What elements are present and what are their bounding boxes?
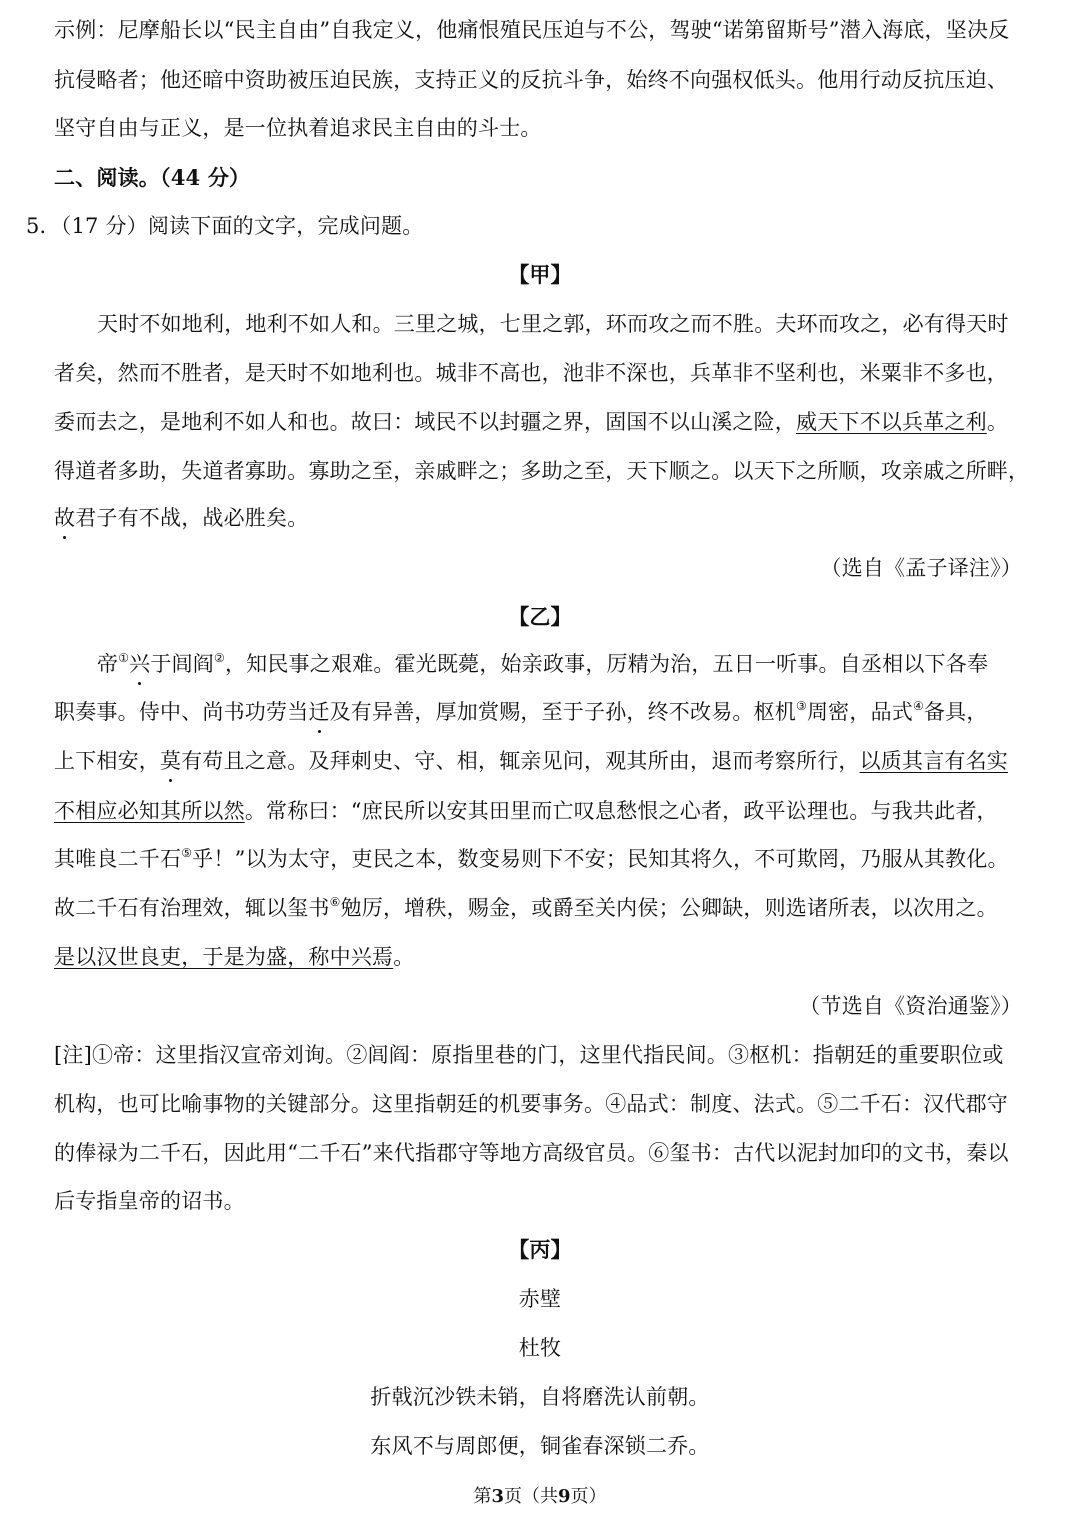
text-run: 有苟且之意。及拜刺史、守、相，辄亲见问，观其所由，退而考察所行， [181,749,860,773]
dotted-character: 兴 [129,652,151,676]
example-line-2: 抗侵略者；他还暗中资助被压迫民族，支持正义的反抗斗争，始终不向强权低头。他用行动反抗压迫、 [54,68,1008,92]
underlined-sentence: 不相应必知其所以然 [54,799,245,823]
footnote-marker: ⑥ [329,895,341,909]
footer-text: 页） [570,1486,607,1507]
poem-author: 杜牧 [518,1336,562,1360]
text-run: 及有异善，厚加赏赐，至于子孙，终不改易。枢机 [329,700,797,724]
dotted-character: 迁 [308,700,330,724]
example-line-1: 示例：尼摩船长以“民主自由”自我定义，他痛恨殖民压迫与不公，驾驶“诺第留斯号”潜入海底，坚决反 [54,18,1010,42]
text-run: 乎！”以为太守，吏民之本，数变易则下不安；民知其将久，不可欺罔，乃服从其教化。 [192,847,1009,871]
passage-yi-line [54,943,1030,971]
passage-yi-line [54,797,1030,825]
passage-yi-line [54,894,1030,922]
text-run: 备具， [923,700,988,724]
example-line-3: 坚守自由与正义，是一位执着追求民主自由的斗士。 [54,116,542,140]
text-run: 职奏事。侍中、尚书功劳当 [54,700,309,724]
annotation-line: [注]①帝：这里指汉宣帝刘询。②闾阎：原指里巷的门，这里代指民间。③枢机：指朝廷的重要职位或 [54,1043,1004,1067]
page-number: 3 [491,1486,504,1507]
poem-line: 东风不与周郎便，铜雀春深锁二乔。 [370,1434,710,1458]
passage-jia-line [54,408,1030,436]
annotation-line: 后专指皇帝的诏书。 [54,1189,245,1213]
footer-text: 页（共 [504,1486,558,1507]
passage-jia-line: 者矣，然而不胜者，是天时不如地利也。城非不高也，池非不深也，兵革非不坚利也，米粟非不多也， [54,361,1008,385]
footnote-marker: ⑤ [181,846,193,860]
text-run: 于闾阎 [150,652,214,676]
text-run: 上下相安， [54,749,160,773]
text-run: 君子有不战，战必胜矣。 [75,506,309,530]
passage-yi-line [54,845,1030,873]
page-total: 9 [558,1486,571,1507]
underlined-sentence: 威天下不以兵革之利 [796,410,987,434]
passage-yi-source: （节选自《资治通鉴》） [799,994,1022,1018]
passage-bing-title: 【丙】 [508,1237,572,1262]
footnote-marker: ② [213,651,225,665]
passage-yi-title: 【乙】 [508,604,572,629]
passage-jia-source: （选自《孟子译注》） [820,556,1022,580]
underlined-sentence: 是以汉世良吏，于是为盛，称中兴焉 [54,945,394,969]
annotation-line: 机构，也可比喻事物的关键部分。这里指朝廷的机要事务。④品式：制度、法式。⑤二千石：汉代郡守 [54,1092,1008,1116]
text-run: 。 [393,945,415,969]
text-run: 。常称曰：“庶民所以安其田里而亡叹息愁恨之心者，政平讼理也。与我共此者， [244,799,998,823]
dotted-character: 莫 [160,749,182,773]
passage-yi-line [54,747,1030,775]
text-run: 其唯良二千石 [54,847,182,871]
footer-text: 第 [473,1486,492,1507]
text-run: 周密，品式 [806,700,913,724]
poem-title: 赤壁 [518,1287,562,1311]
text-run: 故二千石有治理效，辄以玺书 [54,896,330,920]
passage-jia-line [54,504,1030,532]
footnote-marker: ④ [912,699,924,713]
passage-yi-line [54,698,1030,726]
passage-jia-line: 天时不如地利，地利不如人和。三里之城，七里之郭，环而攻之而不胜。夫环而攻之，必有得天时 [97,312,1009,336]
passage-yi-line [97,650,1030,678]
text-run: 。 [986,410,1009,434]
question-stem: 5．（17 分）阅读下面的文字，完成问题。 [26,214,424,238]
poem-line: 折戟沉沙铁未销，自将磨洗认前朝。 [370,1385,710,1409]
section-heading: 二、阅读。（44 分） [54,165,251,190]
text-run: 委而去之，是地利不如人和也。故曰：域民不以封疆之界，固国不以山溪之险， [54,410,796,434]
text-run: 勉厉，增秩，赐金，或爵至关内侯；公卿缺，则选诸所表，以次用之。 [340,896,998,920]
annotation-line: 的俸禄为二千石，因此用“二千石”来代指郡守等地方高级官员。⑥玺书：古代以泥封加印的文书，秦以 [54,1141,1009,1165]
dotted-character: 故 [54,506,76,530]
footnote-marker: ③ [796,699,807,713]
text-run: ，知民事之艰难。霍光既薨，始亲政事，厉精为治，五日一听事。自丞相以下各奉 [224,652,989,676]
text-run: 帝 [97,652,119,676]
page-footer [0,1485,1080,1509]
underlined-sentence: 以质其言有名实 [859,749,1009,773]
footnote-marker: ① [118,651,130,665]
passage-jia-line: 得道者多助，失道者寡助。寡助之至，亲戚畔之；多助之至，天下顺之。以天下之所顺，攻亲戚之所畔， [54,459,1030,483]
passage-jia-title: 【甲】 [508,262,572,287]
